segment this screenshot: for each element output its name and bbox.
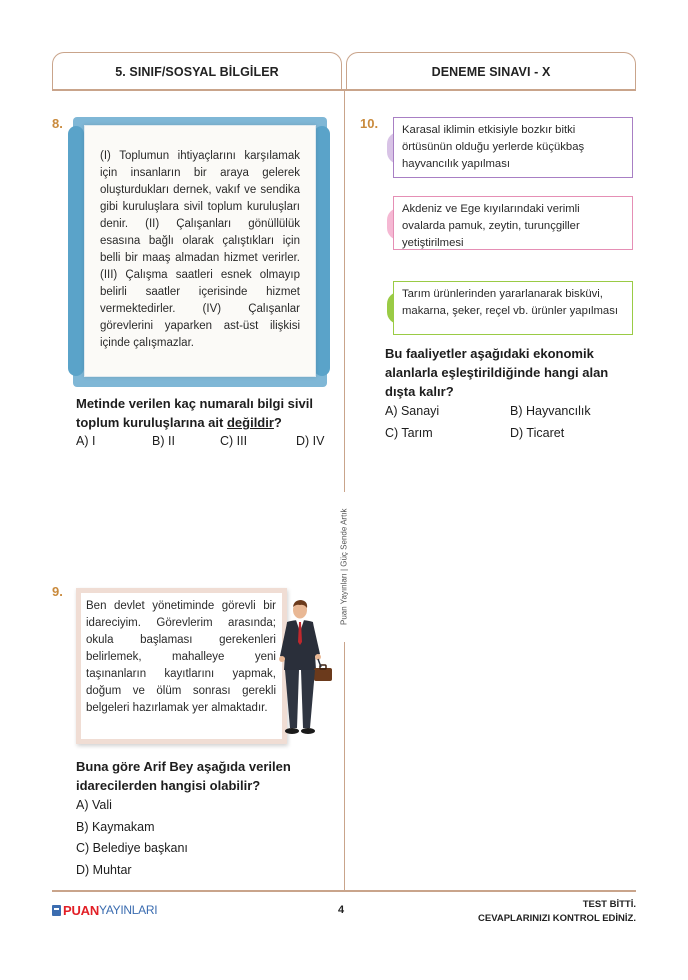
test-end-line-2: CEVAPLARINIZI KONTROL EDİNİZ. [478, 913, 636, 924]
question-8-number: 8. [52, 116, 63, 131]
option-b[interactable]: B) II [152, 434, 175, 448]
footer-divider [52, 890, 636, 892]
scroll-roll-left [68, 126, 84, 376]
logo-yayinlari-text: YAYINLARI [99, 903, 158, 917]
test-end-notice [478, 898, 636, 926]
logo-puan-text: PUAN [63, 902, 100, 918]
option-b[interactable]: B) Kaymakam [76, 820, 155, 834]
question-10-number: 10. [360, 116, 379, 131]
question-9-stem: Buna göre Arif Bey aşağıda verilen idarecilerden hangisi olabilir? [76, 759, 291, 793]
publisher-logo [52, 902, 157, 918]
option-c[interactable]: C) Belediye başkanı [76, 841, 188, 855]
page-header [52, 52, 636, 90]
option-a[interactable]: A) Vali [76, 798, 112, 812]
logo-icon [52, 905, 61, 916]
option-d[interactable]: D) Ticaret [510, 426, 565, 440]
question-10-stem: Bu faaliyetler aşağıdaki ekonomik alanlarla eşleştirildiğinde hangi alan dışta kalır? [385, 346, 609, 399]
side-publisher-text: Puan Yayınları | Güç Sende Artık [336, 492, 352, 642]
question-8-stem: Metinde verilen kaç numaralı bilgi sivil toplum kuruluşlarına ait değildir? [76, 396, 313, 430]
option-a[interactable]: A) Sanayi [385, 404, 440, 418]
activity-box-3: Tarım ürünlerinden yararlanarak bisküvi, makarna, şeker, reçel vb. ürünler yapılması [393, 281, 633, 335]
businessman-illustration [270, 598, 336, 738]
stem-underlined-word: değildir [226, 415, 274, 430]
page-number: 4 [338, 904, 345, 916]
question-9-passage: Ben devlet yönetiminde görevli bir idareciyim. Görevlerim arasında; okula başlaması gerekenleri belirlemek, mahalleye yeni taşınanların kayıtlarını yapmak, doğum ve ölüm sonrası gerekli belgeleri hazırlamak yer almaktadır. [86, 600, 276, 714]
exam-title: DENEME SINAVI - X [346, 52, 636, 90]
activity-box-2: Akdeniz ve Ege kıyılarındaki verimli ovalarda pamuk, zeytin, turunçgiller yetiştirilmesi [393, 196, 633, 250]
option-d[interactable]: D) IV [296, 434, 325, 448]
option-d[interactable]: D) Muhtar [76, 863, 132, 877]
test-end-line-1: TEST BİTTİ. [582, 899, 636, 910]
option-c[interactable]: C) III [220, 434, 248, 448]
option-c[interactable]: C) Tarım [385, 426, 433, 440]
column-divider [344, 90, 345, 890]
question-8-passage: (I) Toplumun ihtiyaçlarını karşılamak için insanların bir araya gelerek oluşturdukları dernek, vakıf ve sendika gibi kuruluşlara sivil toplum kuruluşları denir. (II) Çalışanları gönüllülük esasına bağlı olarak çalıştıkları için belli bir maaş almadan hizmet verirler. (III) Çalışma saatleri esnek olmayıp belirli saatler içerisinde hizmet vermektedirler. (IV) Çalışanlar görevlerini yaparken ast-üst ilişkisi içinde çalışmazlar. [100, 150, 300, 349]
question-9-number: 9. [52, 584, 63, 599]
activity-box-1: Karasal iklimin etkisiyle bozkır bitki örtüsünün olduğu yerlerde küçükbaş hayvancılık yapılması [393, 117, 633, 178]
option-b[interactable]: B) Hayvancılık [510, 404, 591, 418]
option-a[interactable]: A) I [76, 434, 96, 448]
subject-title: 5. SINIF/SOSYAL BİLGİLER [52, 52, 342, 90]
scroll-roll-right [314, 126, 330, 376]
